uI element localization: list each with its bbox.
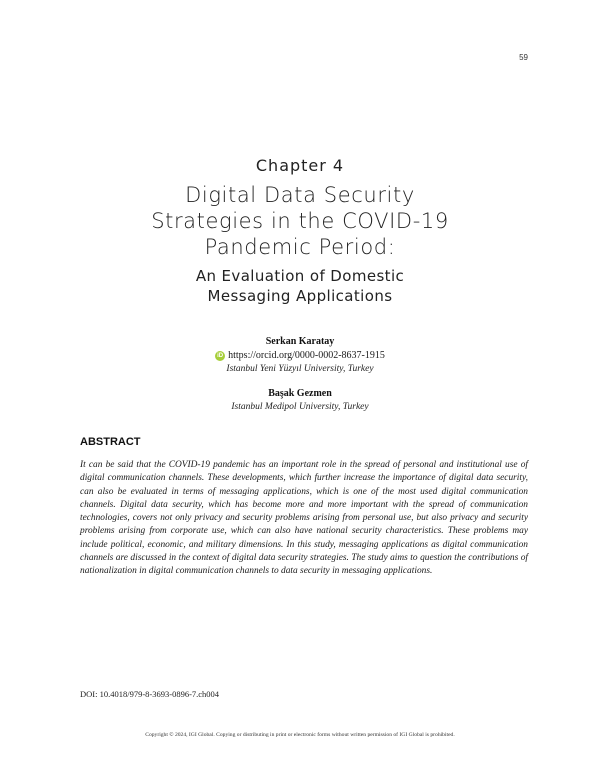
copyright-notice: Copyright © 2024, IGI Global. Copying or distributing in print or electronic forms without written permission of IGI Global is prohibited. bbox=[145, 732, 455, 738]
title-line: Pandemic Period: bbox=[204, 235, 396, 259]
title-line: Strategies in the COVID-19 bbox=[151, 209, 449, 233]
chapter-subtitle bbox=[0, 266, 600, 306]
title-line: Digital Data Security bbox=[185, 183, 415, 207]
chapter-label: Chapter 4 bbox=[255, 156, 345, 175]
abstract-heading: ABSTRACT bbox=[80, 436, 141, 448]
author-block-2 bbox=[0, 388, 600, 412]
page-number: 59 bbox=[519, 53, 528, 62]
abstract-body: It can be said that the COVID-19 pandemic has an important role in the spread of personal and institutional use of digital communication channels. These developments, which further increase the importance of digital data security, can also be evaluated in terms of messaging applications, which is one of the most used digital communication channels. Digital data security, which has become more and more important with the spread of communication technologies, covers not only privacy and security problems arising from personal use, but also privacy and security problems arising from corporate use, which can also have national security characteristics. These problems may include political, economic, and military dimensions. In this study, messaging applications as digital communication channels are discussed in the context of digital data security strategies. The study aims to question the contributions of nationalization in digital communication channels to data security in messaging applications. bbox=[80, 460, 528, 577]
author-name: Başak Gezmen bbox=[268, 388, 332, 399]
author-affiliation: Istanbul Medipol University, Turkey bbox=[231, 402, 369, 412]
subtitle-line: An Evaluation of Domestic bbox=[195, 267, 405, 285]
orcid-link[interactable]: https://orcid.org/0000-0002-8637-1915 bbox=[228, 350, 385, 361]
subtitle-line: Messaging Applications bbox=[207, 287, 393, 305]
author-affiliation: Istanbul Yeni Yüzyıl University, Turkey bbox=[226, 364, 374, 374]
author-block-1 bbox=[0, 336, 600, 374]
orcid-icon: iD bbox=[217, 352, 224, 359]
chapter-title bbox=[0, 182, 600, 260]
author-orcid bbox=[0, 350, 600, 361]
doi[interactable]: DOI: 10.4018/979-8-3693-0896-7.ch004 bbox=[80, 689, 220, 699]
author-name: Serkan Karatay bbox=[265, 336, 335, 347]
